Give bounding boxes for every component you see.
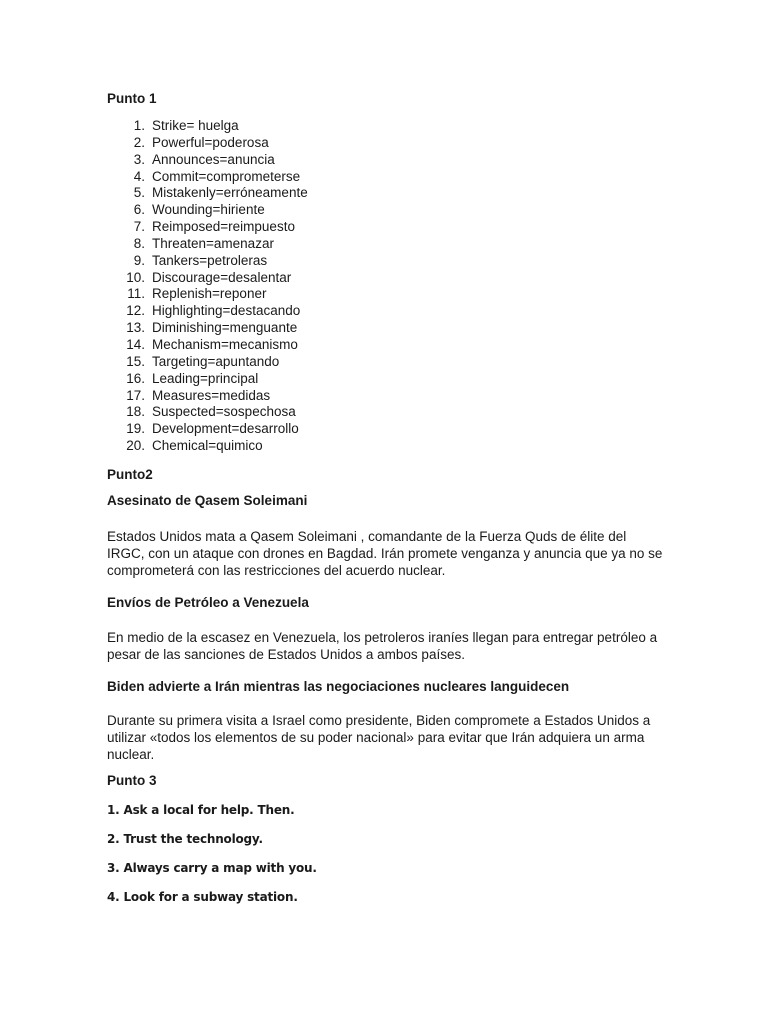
- list-item: 15. Targeting=apuntando: [126, 353, 280, 369]
- list-item: 18. Suspected=sospechosa: [126, 404, 296, 420]
- section-paragraph-soleimani: Estados Unidos mata a Qasem Soleimani , comandante de la Fuerza Quds de élite del IRGC, con un ataque con drones en Bagdad. Irán promete venganza y anuncia que ya no se comprometerá con las restricciones del acuerdo nuclear.: [107, 529, 663, 578]
- list-item: 10. Discourage=desalentar: [126, 269, 292, 285]
- list-item: 17. Measures=medidas: [126, 387, 271, 403]
- list-item: 19. Development=desarrollo: [126, 421, 299, 437]
- list-item: 4. Commit=comprometerse: [133, 168, 301, 184]
- punto3-title: Punto 3: [107, 773, 157, 788]
- list-item: 13. Diminishing=menguante: [126, 320, 298, 336]
- tip-item: 1. Ask a local for help. Then.: [107, 803, 295, 817]
- list-item: 6. Wounding=hiriente: [133, 202, 265, 218]
- tip-item: 2. Trust the technology.: [107, 832, 263, 846]
- list-item: 12. Highlighting=destacando: [126, 303, 301, 319]
- list-item: 8. Threaten=amenazar: [133, 235, 274, 251]
- tip-item: 4. Look for a subway station.: [107, 890, 298, 904]
- list-item: 3. Announces=anuncia: [133, 151, 275, 167]
- list-item: 20. Chemical=quimico: [126, 438, 263, 454]
- list-item: 1. Strike= huelga: [133, 118, 239, 133]
- list-item: 14. Mechanism=mecanismo: [126, 336, 298, 352]
- section-paragraph-biden: Durante su primera visita a Israel como presidente, Biden compromete a Estados Unidos a utilizar «todos los elementos de su poder nacional» para evitar que Irán adquiera un arma nuclear.: [107, 713, 651, 762]
- section-heading-venezuela: Envíos de Petróleo a Venezuela: [107, 595, 309, 610]
- section-heading-soleimani: Asesinato de Qasem Soleimani: [107, 493, 308, 508]
- list-item: 16. Leading=principal: [126, 370, 259, 386]
- list-item: 11. Replenish=reponer: [127, 286, 267, 302]
- punto1-title: Punto 1: [107, 91, 157, 106]
- list-item: 2. Powerful=poderosa: [133, 134, 269, 150]
- section-paragraph-venezuela: En medio de la escasez en Venezuela, los petroleros iraníes llegan para entregar petróleo a pesar de las sanciones de Estados Unidos a ambos países.: [107, 630, 658, 662]
- vocabulary-list: [107, 118, 308, 455]
- list-item: 9. Tankers=petroleras: [133, 252, 268, 268]
- punto2-title: Punto2: [107, 467, 153, 482]
- tip-item: 3. Always carry a map with you.: [107, 861, 317, 875]
- list-item: 7. Reimposed=reimpuesto: [133, 219, 295, 235]
- section-heading-biden: Biden advierte a Irán mientras las negociaciones nucleares languidecen: [107, 679, 570, 694]
- list-item: 5. Mistakenly=erróneamente: [133, 185, 308, 201]
